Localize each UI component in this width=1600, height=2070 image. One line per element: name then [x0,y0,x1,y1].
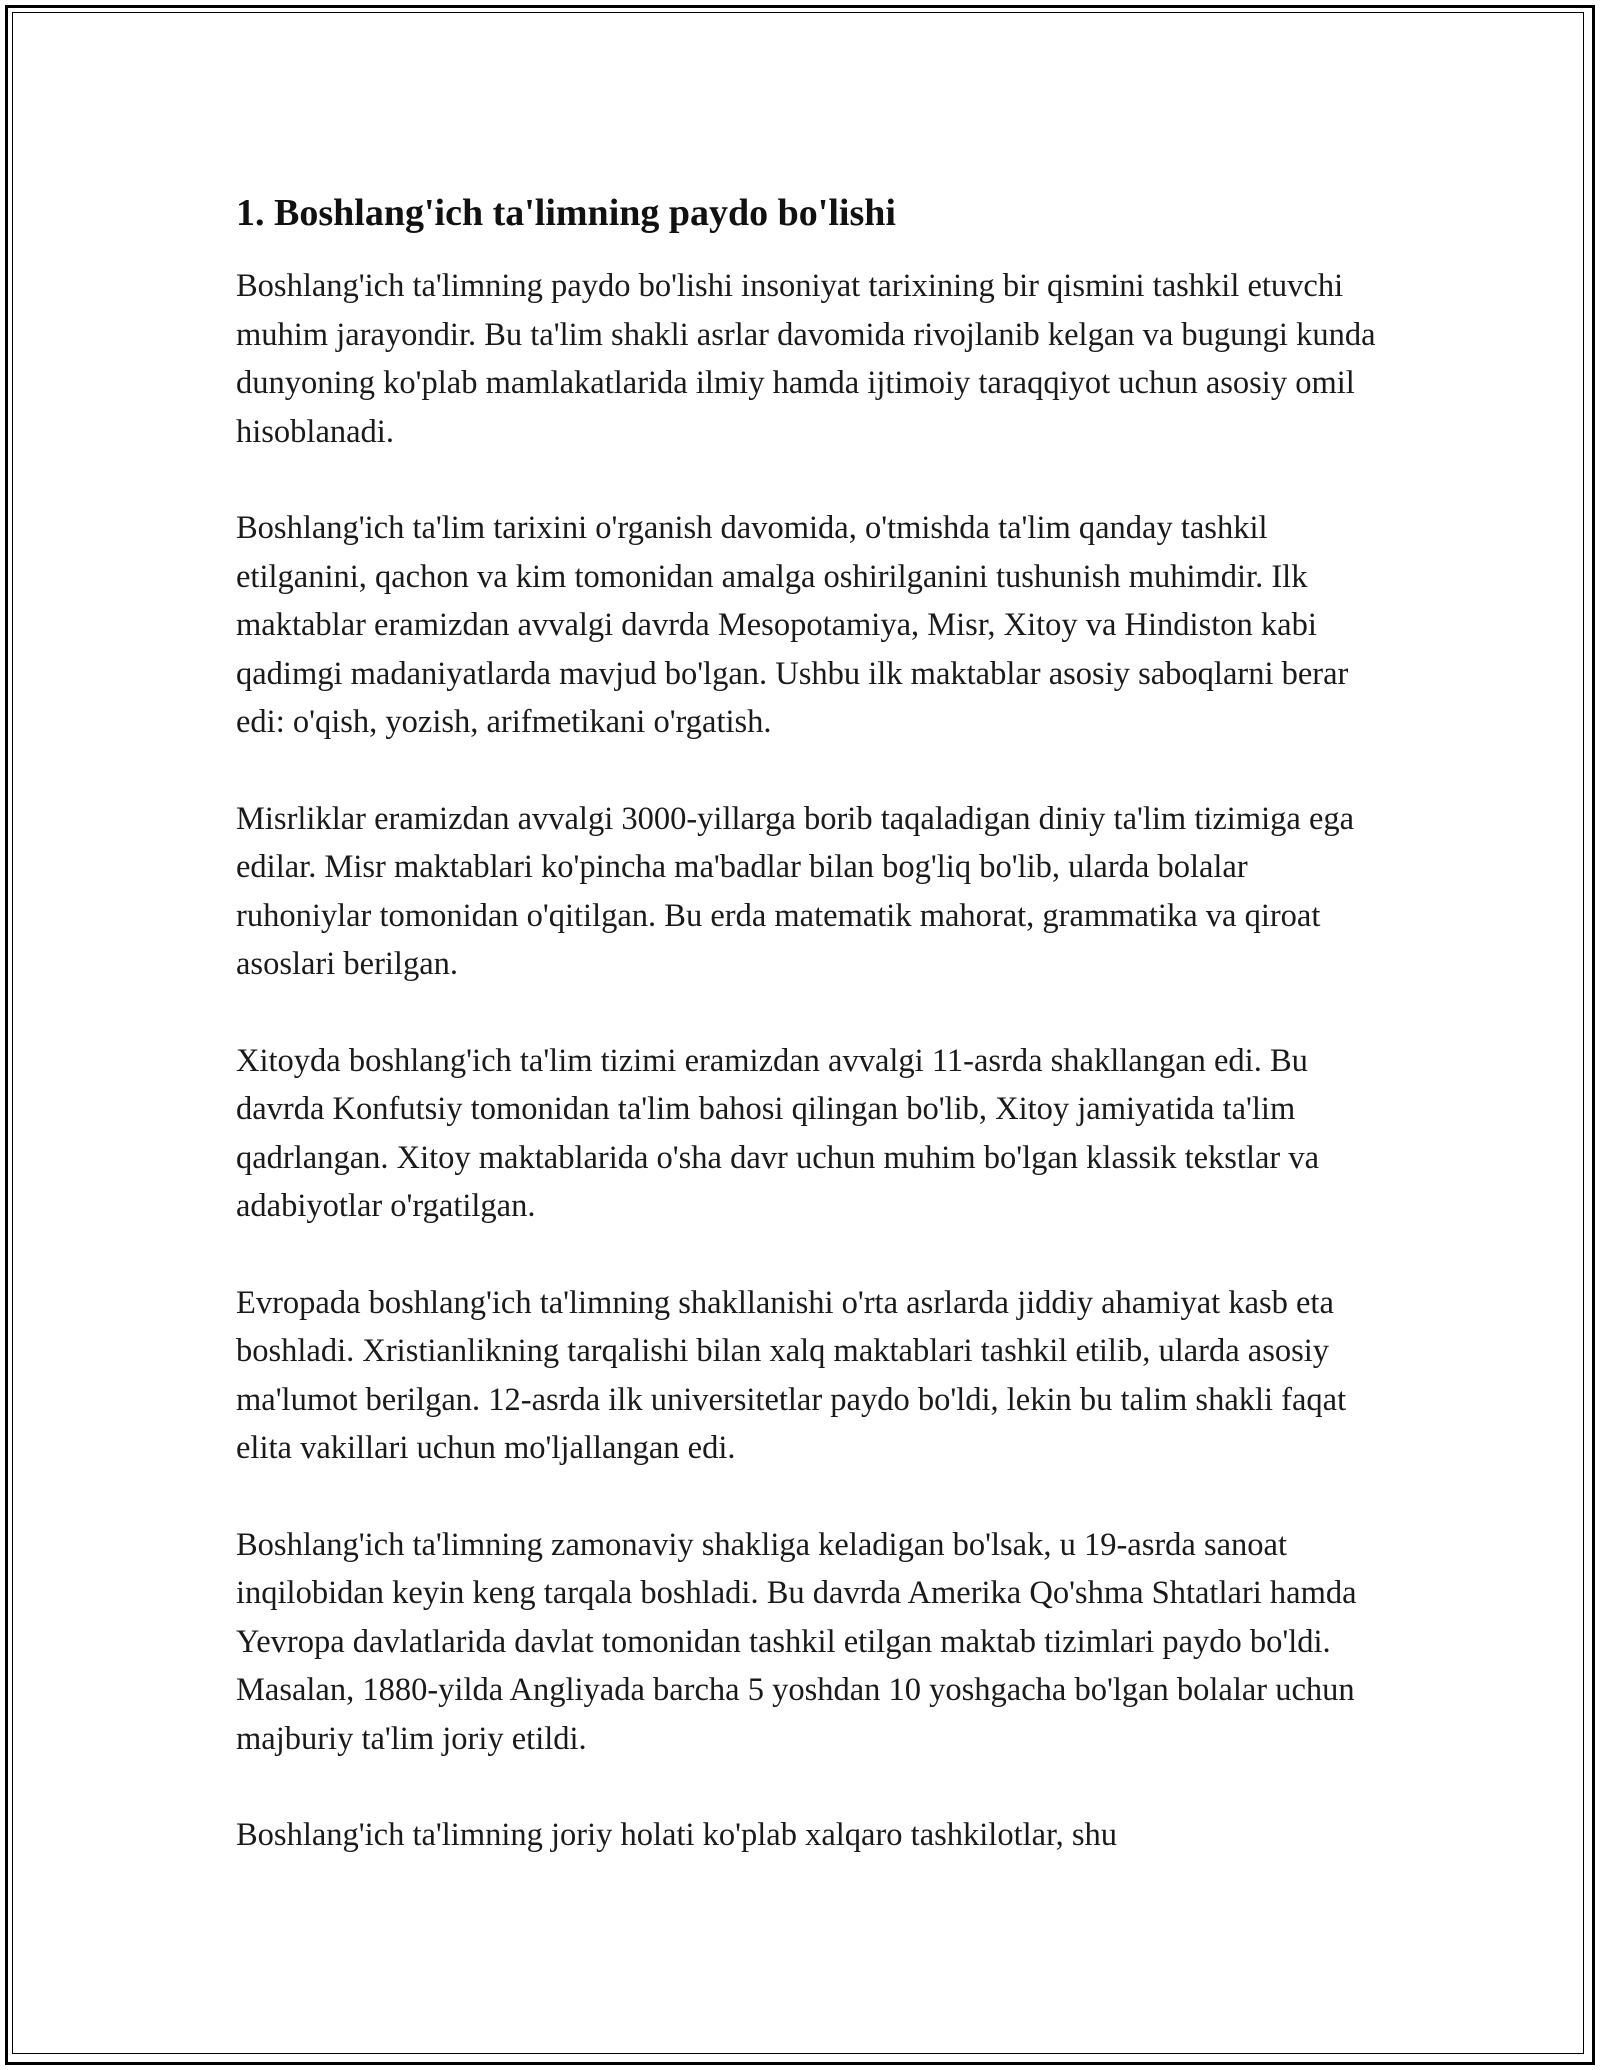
paragraph-egypt: Misrliklar eramizdan avvalgi 3000-yillarga borib taqaladigan diniy ta'lim tizimiga ega edilar. Misr maktablari ko'pincha ma'badlar bilan bog'liq bo'lib, ularda bolalar ruhoniylar tomonidan o'qitilgan. Bu erda matematik mahorat, grammatika va qiroat asoslari berilgan. [236,800,1355,982]
paragraph-europe: Evropada boshlang'ich ta'limning shakllanishi o'rta asrlarda jiddiy ahamiyat kasb eta boshladi. Xristianlikning tarqalishi bilan xalq maktablari tashkil etilib, ularda asosiy ma'lumot berilgan. 12-asrda ilk universitetlar paydo bo'ldi, lekin bu talim shakli faqat elita vakillari uchun mo'ljallangan edi. [236,1284,1347,1466]
paragraph-history: Boshlang'ich ta'lim tarixini o'rganish davomida, o'tmishda ta'lim qanday tashkil etilganini, qachon va kim tomonidan amalga oshirilganini tushunish muhimdir. Ilk maktablar eramizdan avvalgi davrda Mesopotamiya, Misr, Xitoy va Hindiston kabi qadimgi madaniyatlarda mavjud bo'lgan. Ushbu ilk maktablar asosiy saboqlarni berar edi: o'qish, yozish, arifmetikani o'rgatish. [236,510,1349,740]
section-heading: 1. Boshlang'ich ta'limning paydo bo'lishi [236,192,896,234]
paragraph-modern: Boshlang'ich ta'limning zamonaviy shakliga keladigan bo'lsak, u 19-asrda sanoat inqilobidan keyin keng tarqala boshladi. Bu davrda Amerika Qo'shma Shtatlari hamda Yevropa davlatlarida davlat tomonidan tashkil etilgan maktab tizimlari paydo bo'ldi. Masalan, 1880-yilda Angliyada barcha 5 yoshdan 10 yoshgacha bo'lgan bolalar uchun majburiy ta'lim joriy etildi. [236,1526,1357,1757]
paragraph-china: Xitoyda boshlang'ich ta'lim tizimi eramizdan avvalgi 11-asrda shakllangan edi. Bu davrda Konfutsiy tomonidan ta'lim bahosi qilingan bo'lib, Xitoy jamiyatida ta'lim qadrlangan. Xitoy maktablarida o'sha davr uchun muhim bo'lgan klassik tekstlar va adabiyotlar o'rgatilgan. [236,1042,1320,1224]
document-body [236,186,1376,1908]
paragraph-current: Boshlang'ich ta'limning joriy holati ko'plab xalqaro tashkilotlar, shu [236,1817,1117,1853]
paragraph-intro: Boshlang'ich ta'limning paydo bo'lishi insoniyat tarixining bir qismini tashkil etuvchi muhim jarayondir. Bu ta'lim shakli asrlar davomida rivojlanib kelgan va bugungi kunda dunyoning ko'plab mamlakatlarida ilmiy hamda ijtimoiy taraqqiyot uchun asosiy omil hisoblanadi. [236,268,1376,450]
